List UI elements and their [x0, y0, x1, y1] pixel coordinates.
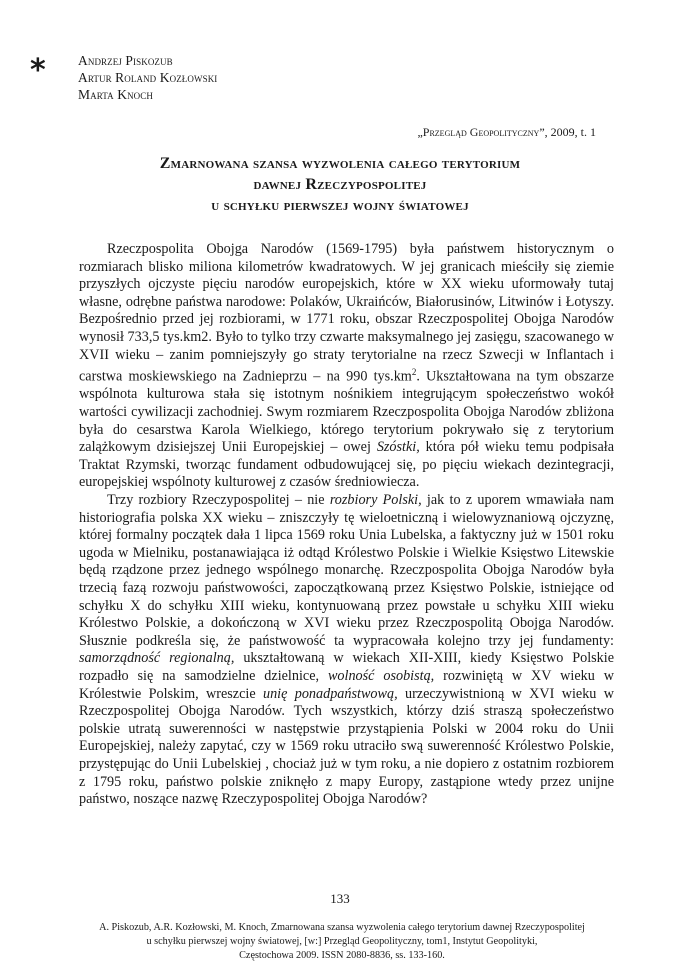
footer-line: A. Piskozub, A.R. Kozłowski, M. Knoch, Zmarnowana szansa wyzwolenia całego terytorium dawnej Rzeczypospolitej	[99, 922, 585, 933]
author-name: Andrzej Piskozub	[78, 53, 173, 68]
italic-term: wolność osobistą,	[327, 667, 435, 684]
italic-term: rozbiory Polski,	[329, 492, 422, 509]
author-name: Marta Knoch	[78, 87, 153, 102]
article-body	[79, 241, 614, 809]
journal-name: „Przegląd Geopolityczny”	[417, 125, 545, 139]
footer-line: u schyłku pierwszej wojny światowej, [w:] Przegląd Geopolityczny, tom1, Instytut Geopolityki,	[146, 936, 538, 947]
asterisk-marker: *	[30, 53, 46, 88]
italic-term: samorządność regionalną,	[79, 650, 235, 667]
footer-line: Częstochowa 2009. ISSN 2080-8836, ss. 133-160.	[239, 950, 445, 961]
italic-term: Szóstki,	[376, 439, 420, 456]
paragraph-text: jak to z uporem wmawiała nam historiografia polska XX wieku – zniszczyły tę wieloetniczną i wielowyznaniową ojczyznę, której formalny początek dała 1 lipca 1569 roku Unia Lubelska, a faktyczny już w 1501 roku ugoda w Mielniku, postanawiająca iż odtąd Królestwo Polskie i Wielkie Księstwo Litewskie będą rządzone przez jednego wspólnego monarchę. Rzeczpospolita Obojga Narodów była trzecią fazą rozwoju państwowości, zapoczątkowaną przez Księstwo Polskie, istniejące od schyłku X do schyłku XIII wieku, kontynuowaną przez powstałe u schyłku XIII wieku Królestwo Polskie, a dokończoną w XVI wieku przez Rzeczpospolitą Obojga Narodów. Słusznie podkreśla się, że państwowość ta wypracowała kolejno trzy jej fundamenty:	[79, 492, 614, 649]
journal-reference	[417, 125, 596, 140]
italic-term: unię ponadpaństwową,	[262, 685, 398, 702]
body-paragraph	[79, 241, 614, 492]
title-line: u schyłku pierwszej wojny światowej	[211, 197, 469, 214]
author-name: Artur Roland Kozłowski	[78, 70, 218, 85]
body-paragraph	[79, 492, 614, 809]
article-title	[60, 153, 620, 216]
journal-volume: , 2009, t. 1	[544, 125, 596, 139]
superscript: 2	[411, 367, 417, 378]
paragraph-text: która pół wieku temu podpisała Traktat Rzymski, tworząc fundament odbudowującej się, po pięciu wiekach dezintegracji, europejskiej wspólnoty kulturowej z czasów średniowiecza.	[79, 439, 614, 491]
author-list	[78, 52, 217, 103]
paragraph-text: . Ukształtowana na tym obszarze wspólnota kulturowa stała się istotnym nośnikiem integrującym społeczeństwo wokół wartości cywilizacji zachodniej. Swym rozmiarem Rzeczpospolita Obojga Narodów zbliżona była do cesarstwa Karola Wielkiego, którego terytorium pokrywało się z terytorium zalążkowym dzisiejszej Unii Europejskiej – owej	[79, 368, 614, 456]
title-line: dawnej Rzeczypospolitej	[253, 176, 427, 193]
paragraph-text: Trzy rozbiory Rzeczypospolitej – nie	[107, 492, 330, 509]
citation-footer	[38, 921, 646, 963]
paragraph-text: ukształtowaną w wiekach XII-XIII, kiedy Księstwo Polskie rozpadło się na samodzielne dzielnice,	[79, 650, 614, 684]
paragraph-text: urzeczywistnioną w XVI wieku w Rzeczpospolitej Obojga Narodów. Tych wszystkich, którzy dziś straszą społeczeństwo polskie utratą suwerenności w następstwie przystąpienia Polski w 2004 roku do Unii Europejskiej, należy zapytać, czy w 1569 roku utraciło swą suwerenność Królestwo Polskie, przystępując do Unii Lubelskiej , chociaż już w tym roku, a nie dopiero z ostatnim rozbiorem z 1795 roku, państwo polskie zniknęło z mapy Europy, zastąpione wtedy przez unijne państwo, noszące nazwę Rzeczypospolitej Obojga Narodów?	[79, 685, 614, 808]
page-number: 133	[330, 891, 350, 906]
paragraph-text: rozwiniętą w XV wieku w Królestwie Polskim, wreszcie	[79, 667, 614, 702]
paragraph-text: Rzeczpospolita Obojga Narodów (1569-1795) była państwem historycznym o rozmiarach blisko miliona kilometrów kwadratowych. W jej granicach mieściły się ziemie przyszłych ojczyste pięciu narodów europejskich, które w XX wieku uformowały tutaj własne, odrębne państwa narodowe: Polaków, Ukraińców, Białorusinów, Litwinów i Łotyszy. Bezpośrednio przed jej rozbiorami, w 1771 roku, obszar Rzeczpospolitej Obojga Narodów wynosił 733,5 tys.km2. Było to tylko trzy czwarte maksymalnego jej zasięgu, szacowanego w XVII wieku – zanim pomniejszyły go straty terytorialne na rzecz Szwecji w Inflantach i carstwa moskiewskiego na Zadnieprzu – na 990 tys.km	[79, 241, 614, 385]
title-line: Zmarnowana szansa wyzwolenia całego terytorium	[159, 155, 521, 172]
